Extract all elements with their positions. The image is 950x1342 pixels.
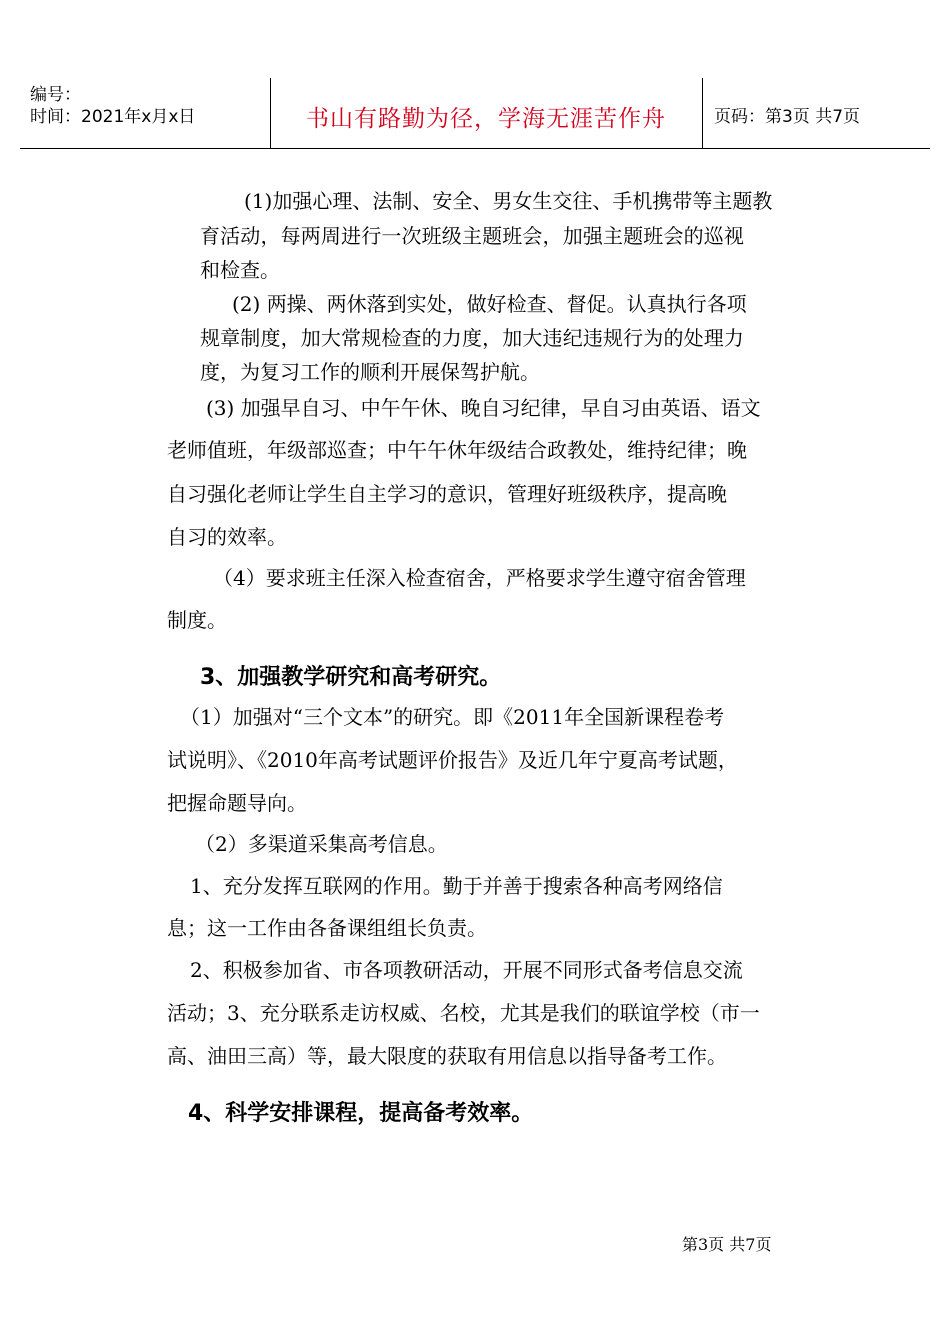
header-middle-cell: [270, 78, 703, 148]
paragraph-3-line-4: 自习的效率。: [167, 525, 287, 549]
paragraph-3-line-2: 老师值班，年级部巡查；中午午休年级结合政教处，维持纪律；晚: [167, 438, 747, 462]
paragraph-5-line-3: 把握命题导向。: [167, 791, 307, 815]
page-header: [20, 78, 930, 149]
header-left-cell: [20, 78, 271, 148]
time-label: 时间：2021年x月x日: [30, 107, 196, 127]
paragraph-1-line-3: 和检查。: [200, 258, 280, 282]
paragraph-5-line-1: （1）加强对“三个文本”的研究。即《2011年全国新课程卷考: [180, 705, 725, 729]
header-right-cell: [702, 78, 930, 148]
paragraph-7-line-1: 1、充分发挥互联网的作用。勤于并善于搜索各种高考网络信: [190, 874, 723, 898]
paragraph-2-line-1: (2) 两操、两休落到实处，做好检查、督促。认真执行各项: [232, 292, 747, 316]
paragraph-8-line-2: 活动；3、充分联系走访权威、名校，尤其是我们的联谊学校（市一: [167, 1001, 760, 1025]
paragraph-8-line-3: 高、油田三高）等，最大限度的获取有用信息以指导备考工作。: [167, 1044, 727, 1068]
paragraph-2-line-3: 度，为复习工作的顺利开展保驾护航。: [200, 360, 540, 384]
paragraph-4-line-2: 制度。: [167, 608, 227, 632]
section-heading-4: 4、科学安排课程，提高备考效率。: [188, 1101, 534, 1126]
paragraph-6: （2）多渠道采集高考信息。: [195, 832, 448, 856]
paragraph-5-line-2: 试说明》、《2010年高考试题评价报告》及近几年宁夏高考试题，: [167, 748, 738, 772]
paragraph-3-line-1: (3) 加强早自习、中午午休、晚自习纪律，早自习由英语、语文: [206, 396, 761, 420]
paragraph-1-line-1: (1)加强心理、法制、安全、男女生交往、手机携带等主题教: [244, 189, 773, 213]
paragraph-7-line-2: 息；这一工作由各备课组组长负责。: [167, 916, 487, 940]
section-heading-3: 3、加强教学研究和高考研究。: [200, 665, 502, 690]
code-label: 编号：: [30, 85, 81, 105]
paragraph-2-line-2: 规章制度，加大常规检查的力度，加大违纪违规行为的处理力: [200, 326, 745, 350]
paragraph-1-line-2: 育活动，每两周进行一次班级主题班会，加强主题班会的巡视: [200, 224, 745, 248]
paragraph-3-line-3: 自习强化老师让学生自主学习的意识，管理好班级秩序，提高晚: [167, 482, 727, 506]
footer-page-info: 第3页 共7页: [682, 1235, 772, 1254]
paragraph-4-line-1: （4）要求班主任深入检查宿舍，严格要求学生遵守宿舍管理: [213, 566, 746, 590]
header-motto: 书山有路勤为径，学海无涯苦作舟: [306, 106, 666, 132]
paragraph-8-line-1: 2、积极参加省、市各项教研活动，开展不同形式备考信息交流: [190, 958, 743, 982]
header-page-info: 页码：第3页 共7页: [714, 107, 861, 127]
